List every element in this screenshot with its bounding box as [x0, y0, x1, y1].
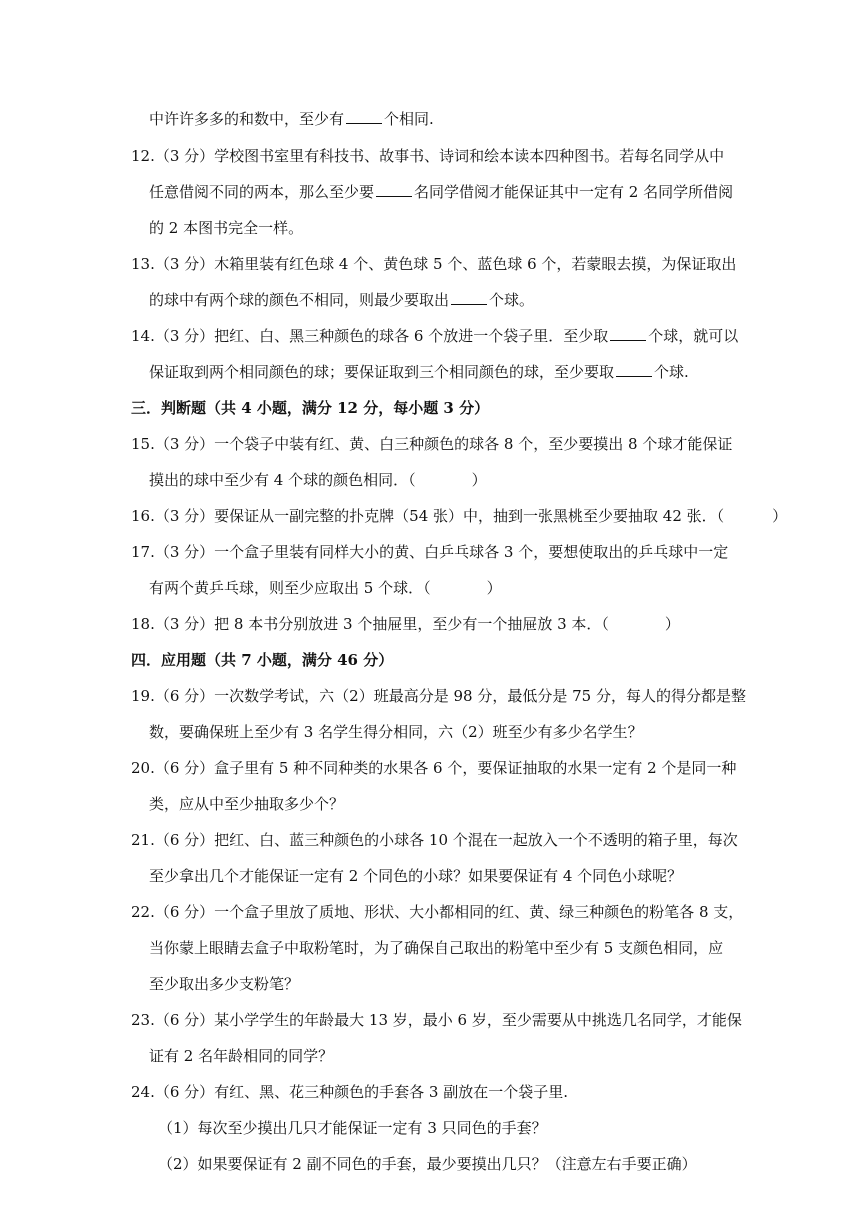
question-22-line2: 当你蒙上眼睛去盒子中取粉笔时，为了确保自己取出的粉笔中至少有 5 支颜色相同，应: [149, 939, 724, 957]
question-13-line2: 的球中有两个球的颜色不相同，则最少要取出 个球。: [149, 291, 535, 309]
question-23-line2: 证有 2 名年龄相同的同学？: [149, 1047, 334, 1065]
answer-blank[interactable]: [451, 290, 487, 305]
question-19: 19.（6 分）一次数学考试，六（2）班最高分是 98 分，最低分是 75 分，每人的得分都是整: [131, 687, 746, 705]
question-17: 17.（3 分）一个盒子里装有同样大小的黄、白乒乓球各 3 个，要想使取出的乒乓球中一定: [131, 543, 729, 561]
question-24: 24.（6 分）有红、黑、花三种颜色的手套各 3 副放在一个袋子里.: [131, 1083, 569, 1101]
question-12-line3: 的 2 本图书完全一样。: [149, 219, 304, 237]
question-14: 14.（3 分）把红、白、黑三种颜色的球各 6 个放进一个袋子里．至少取 个球，就可以: [131, 327, 739, 345]
question-12: 12.（3 分）学校图书室里有科技书、故事书、诗词和绘本读本四种图书。若每名同学从中: [131, 147, 725, 165]
answer-blank[interactable]: [346, 109, 382, 124]
answer-blank[interactable]: [610, 326, 646, 341]
section-heading-application: 四．应用题（共 7 小题，满分 46 分）: [131, 651, 394, 669]
question-14-line2: 保证取到两个相同颜色的球；要保证取到三个相同颜色的球，至少要取 个球.: [149, 363, 689, 381]
question-17-line2: 有两个黄乒乓球，则至少应取出 5 个球．（ ）: [149, 579, 502, 597]
question-15: 15.（3 分）一个袋子中装有红、黄、白三种颜色的球各 8 个，至少要摸出 8 个球才能保证: [131, 435, 733, 453]
question-22-line3: 至少取出多少支粉笔？: [149, 975, 300, 993]
question-20: 20.（6 分）盒子里有 5 种不同种类的水果各 6 个，要保证抽取的水果一定有 2 个是同一种: [131, 759, 737, 777]
question-24-part1: （1）每次至少摸出几只才能保证一定有 3 只同色的手套？: [158, 1119, 547, 1137]
question-20-line2: 类，应从中至少抽取多少个？: [149, 795, 345, 813]
question-19-line2: 数，要确保班上至少有 3 名学生得分相同，六（2）班至少有多少名学生？: [149, 723, 643, 741]
question-13: 13.（3 分）木箱里装有红色球 4 个、黄色球 5 个、蓝色球 6 个，若蒙眼去摸，为保证取出: [131, 255, 737, 273]
question-16: 16.（3 分）要保证从一副完整的扑克牌（54 张）中，抽到一张黑桃至少要抽取 42 张．（ ）: [131, 507, 788, 525]
question-21-line2: 至少拿出几个才能保证一定有 2 个同色的小球？如果要保证有 4 个同色小球呢？: [149, 867, 683, 885]
question-18: 18.（3 分）把 8 本书分别放进 3 个抽屉里，至少有一个抽屉放 3 本．（ ）: [131, 615, 680, 633]
question-23: 23.（6 分）某小学学生的年龄最大 13 岁，最小 6 岁，至少需要从中挑选几名同学，才能保: [131, 1011, 742, 1029]
answer-blank[interactable]: [376, 182, 412, 197]
q11-continuation: 中许许多多的和数中，至少有 个相同.: [149, 110, 434, 128]
question-21: 21.（6 分）把红、白、蓝三种颜色的小球各 10 个混在一起放入一个不透明的箱子里，每次: [131, 831, 738, 849]
question-24-part2: （2）如果要保证有 2 副不同色的手套，最少要摸出几只？（注意左右手要正确）: [158, 1155, 697, 1173]
question-22: 22.（6 分）一个盒子里放了质地、形状、大小都相同的红、黄、绿三种颜色的粉笔各 8 支，: [131, 903, 744, 921]
question-12-line2: 任意借阅不同的两本，那么至少要 名同学借阅才能保证其中一定有 2 名同学所借阅: [149, 183, 734, 201]
section-heading-judgement: 三．判断题（共 4 小题，满分 12 分，每小题 3 分）: [131, 399, 490, 417]
answer-blank[interactable]: [616, 362, 652, 377]
question-15-line2: 摸出的球中至少有 4 个球的颜色相同．（ ）: [149, 471, 487, 489]
